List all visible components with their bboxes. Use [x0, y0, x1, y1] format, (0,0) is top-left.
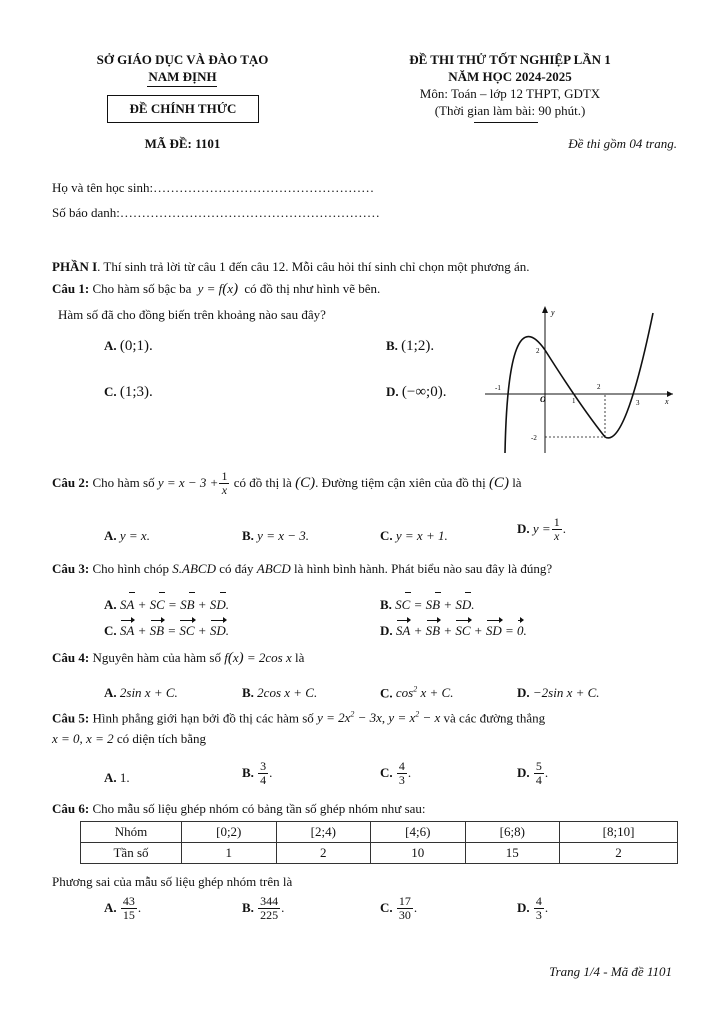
cubic-graph [485, 303, 675, 455]
q5-stem: Câu 5: Hình phẳng giới hạn bởi đồ thị các hàm số $y = 2x^2 - 3x$, $y = x^2 - x$ và các đường thẳng [52, 710, 546, 726]
q4-option-d[interactable]: D. −2sin x + C. [517, 685, 600, 700]
q2-option-a[interactable]: A. y = x. [104, 528, 150, 543]
x-axis-label: x [665, 397, 669, 406]
y-axis-label: y [551, 308, 555, 317]
table-cell: Nhóm [81, 822, 182, 843]
table-cell: [8;10] [560, 822, 678, 843]
page-footer: Trang 1/4 - Mã đề 1101 [549, 964, 672, 979]
q6-option-b[interactable]: B. $\frac{344}{225}$ . [242, 894, 285, 922]
school-year: NĂM HỌC 2024-2025 [448, 69, 572, 84]
q5-option-a[interactable]: A. 1. [104, 770, 130, 785]
official-box: ĐỀ CHÍNH THỨC [107, 95, 259, 123]
cubic-curve [505, 313, 653, 453]
q1-option-c[interactable]: C. (1;3). [104, 384, 153, 400]
q6-option-a[interactable]: A. $\frac{43}{15}$ . [104, 894, 142, 922]
q6-stem: Câu 6: Cho mẫu số liệu ghép nhóm có bảng tần số ghép nhóm như sau: [52, 801, 426, 816]
q2-stem: Câu 2: Cho hàm số y = x − 3 + $\frac{1}{x}$ có đồ thị là (C) . Đường tiệm cận xiên của đồ thị (C) là [52, 469, 522, 497]
q5-option-d[interactable]: D. $\frac{5}{4}$ . [517, 759, 549, 787]
q5-option-b[interactable]: B. $\frac{3}{4}$ . [242, 759, 273, 787]
table-cell: 2 [560, 843, 678, 864]
tick-label-y2: 2 [536, 347, 540, 355]
q2-option-c[interactable]: C. y = x + 1. [380, 528, 448, 543]
q1-question: Hàm số đã cho đồng biến trên khoảng nào sau đây? [58, 307, 326, 322]
student-id-line: Số báo danh:…………………………………………………… [52, 205, 380, 220]
q3-stem: Câu 3: Cho hình chóp S.ABCD có đáy ABCD là hình bình hành. Phát biểu nào sau đây là đúng? [52, 561, 553, 576]
part1-intro: PHẦN I. Thí sinh trả lời từ câu 1 đến câu 12. Mỗi câu hỏi thí sinh chỉ chọn một phương án. [52, 259, 530, 274]
table-cell: Tần số [81, 843, 182, 864]
q1-stem: Câu 1: Cho hàm số bậc ba y = f(x) có đồ thị như hình vẽ bên. [52, 281, 381, 297]
q1-option-d[interactable]: D. (−∞;0). [386, 384, 447, 400]
y-axis-arrow [542, 306, 548, 313]
page-count: Đề thi gồm 04 trang. [568, 136, 677, 151]
q6-option-c[interactable]: C. $\frac{17}{30}$ . [380, 894, 418, 922]
frequency-table [80, 821, 678, 864]
student-name-line: Họ và tên học sinh:…………………………………………… [52, 180, 375, 195]
q4-option-b[interactable]: B. 2cos x + C. [242, 685, 318, 700]
time-limit: (Thời gian làm bài: 90 phút.) [434, 103, 586, 118]
tick-label-yneg2: -2 [531, 434, 537, 442]
q1-option-a[interactable]: A. (0;1). [104, 338, 153, 354]
subject: Môn: Toán – lớp 12 THPT, GDTX [419, 86, 601, 101]
q6-option-d[interactable]: D. $\frac{4}{3}$ . [517, 894, 549, 922]
q5-option-c[interactable]: C. $\frac{4}{3}$ . [380, 759, 412, 787]
q1-option-b[interactable]: B. (1;2). [386, 338, 435, 354]
q4-option-c[interactable]: C. $\cos^2 x + C$. [380, 685, 454, 701]
tick-label-3: 3 [636, 399, 640, 407]
table-cell: 1 [182, 843, 277, 864]
table-cell: [0;2) [182, 822, 277, 843]
tick-label-1: 1 [572, 397, 576, 405]
department: SỞ GIÁO DỤC VÀ ĐÀO TẠO [96, 52, 269, 67]
q3-option-a[interactable]: A. SA + SC = SB + SD. [104, 597, 229, 612]
time-underline [474, 122, 538, 123]
table-cell: [4;6) [371, 822, 466, 843]
q3-option-c[interactable]: C. SA + SB = SC + SD. [104, 623, 229, 638]
q4-option-a[interactable]: A. 2sin x + C. [104, 685, 178, 700]
province-underline [147, 86, 217, 87]
table-cell: 10 [371, 843, 466, 864]
q4-stem: Câu 4: Nguyên hàm của hàm số f(x) = 2cos x là [52, 650, 305, 666]
table-row [81, 843, 678, 864]
q2-option-d[interactable]: D. y = $\frac{1}{x}$ . [517, 515, 566, 543]
q3-option-d[interactable]: D. SA + SB + SC + SD = 0. [380, 623, 527, 638]
q6-question: Phương sai của mẫu số liệu ghép nhóm trên là [52, 874, 293, 889]
table-cell: [6;8) [465, 822, 560, 843]
tick-label-neg1: -1 [495, 384, 501, 392]
q3-option-b[interactable]: B. SC = SB + SD. [380, 597, 475, 612]
exam-title: ĐỀ THI THỬ TỐT NGHIỆP LẦN 1 [409, 52, 611, 67]
table-cell: 15 [465, 843, 560, 864]
table-cell: 2 [276, 843, 371, 864]
q5-stem-2: x = 0, x = 2 có diện tích bằng [52, 731, 207, 746]
table-row [81, 822, 678, 843]
table-cell: [2;4) [276, 822, 371, 843]
tick-label-2: 2 [597, 383, 601, 391]
origin-label: O [540, 395, 546, 404]
exam-code: MÃ ĐỀ: 1101 [144, 136, 221, 151]
q2-option-b[interactable]: B. y = x − 3. [242, 528, 310, 543]
province: NAM ĐỊNH [148, 69, 217, 84]
